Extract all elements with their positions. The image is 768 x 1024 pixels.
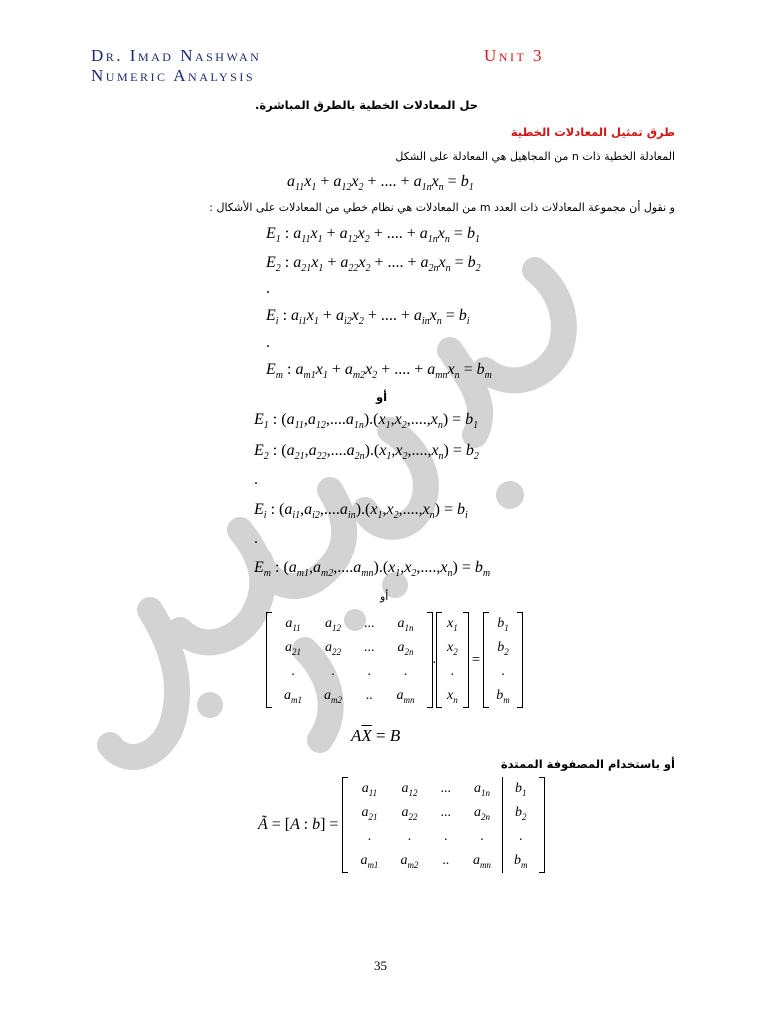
equation-Em: $E_m$ : $a_{m1}x_1 + a_{m2}x_2$ + .... + $a_{mn}x_n = b_m$ bbox=[266, 361, 492, 382]
constants-vector: $b_1$ $b_2$ . $b_m$ bbox=[483, 612, 523, 708]
or-label: أو bbox=[376, 390, 388, 404]
paragraph-linear-equation: المعادلة الخطية ذات n من المجاهيل هي المعادلة على الشكل bbox=[395, 150, 675, 163]
vector-equation-Ei: $E_i$ : $(a_{i1},a_{i2},....a_{in}).(x_1,x_2,....,x_n) = b_i$ bbox=[254, 501, 468, 522]
ellipsis-dot: . bbox=[266, 280, 270, 297]
header-course: Numeric Analysis bbox=[91, 66, 256, 85]
augmented-matrix-equation: Ã = [A : b] = $a_{11}$ $a_{12}$ ... $a_{1n}$ $b_1$ $a_{21}$ $a_{22}$ ... $a_{2n}$ $b_2$ . . . . . $a_{m1}$ $a_{m2}$ .. $a_{mn}$ $b_m$ bbox=[258, 777, 545, 873]
subsection-title: طرق تمثيل المعادلات الخطية bbox=[510, 125, 675, 139]
vector-equation-E2: $E_2$ : $(a_{21},a_{22},....a_{2n}).(x_1,x_2,....,x_n) = b_2$ bbox=[254, 442, 479, 463]
augmented-matrix-intro: أو باستخدام المصفوفة الممتدة bbox=[500, 757, 675, 771]
ellipsis-dot: . bbox=[254, 471, 258, 488]
header-unit: Unit 3 bbox=[484, 46, 545, 65]
general-equation: $a_{11}x_1 + a_{12}x_2$ + .... + $a_{1n}x_n = b_1$ bbox=[287, 173, 474, 194]
header-author: Dr. Imad Nashwan bbox=[91, 46, 262, 65]
or-label: أو bbox=[380, 590, 389, 603]
matrix-equation: $a_{11}$ $a_{12}$ ... $a_{1n}$ $a_{21}$ $a_{22}$ ... $a_{2n}$ . . . . $a_{m1}$ $a_{m2}$ .. $a_{mn}$ . $x_1$ $x_2$ . $x_n$ = $b_1$ $b_2$ . $b_m$ bbox=[266, 612, 523, 708]
ellipsis-dot: . bbox=[254, 530, 258, 547]
coefficient-matrix: $a_{11}$ $a_{12}$ ... $a_{1n}$ $a_{21}$ $a_{22}$ ... $a_{2n}$ . . . . $a_{m1}$ $a_{m2}$ .. $a_{mn}$ bbox=[266, 612, 433, 708]
vector-equation-E1: $E_1$ : $(a_{11},a_{12},....a_{1n}).(x_1,x_2,....,x_n) = b_1$ bbox=[254, 411, 479, 432]
equation-E2: $E_2$ : $a_{21}x_1 + a_{22}x_2$ + .... + $a_{2n}x_n = b_2$ bbox=[266, 254, 481, 275]
augmented-matrix: $a_{11}$ $a_{12}$ ... $a_{1n}$ $b_1$ $a_{21}$ $a_{22}$ ... $a_{2n}$ $b_2$ . . . . . $a_{m1}$ $a_{m2}$ .. $a_{mn}$ $b_m$ bbox=[342, 777, 545, 873]
vector-equation-Em: $E_m$ : $(a_{m1},a_{m2},....a_{mn}).(x_1,x_2,....,x_n) = b_m$ bbox=[254, 559, 491, 580]
matrix-form-equation: $A\overline{X} = B$ bbox=[351, 726, 401, 745]
equation-Ei: $E_i$ : $a_{i1}x_1 + a_{i2}x_2$ + .... + $a_{in}x_n = b_i$ bbox=[266, 307, 470, 328]
ellipsis-dot: . bbox=[266, 334, 270, 351]
paragraph-linear-system: و نقول أن مجموعة المعادلات ذات العدد m من المعادلات هي نظام خطي من المعادلات على الأشكال : bbox=[209, 201, 675, 214]
section-title: حل المعادلات الخطية بالطرق المباشرة. bbox=[255, 98, 478, 112]
unknowns-vector: $x_1$ $x_2$ . $x_n$ bbox=[436, 612, 469, 708]
equation-E1: $E_1$ : $a_{11}x_1 + a_{12}x_2$ + .... + $a_{1n}x_n = b_1$ bbox=[266, 225, 480, 246]
page-number: 35 bbox=[374, 958, 387, 973]
